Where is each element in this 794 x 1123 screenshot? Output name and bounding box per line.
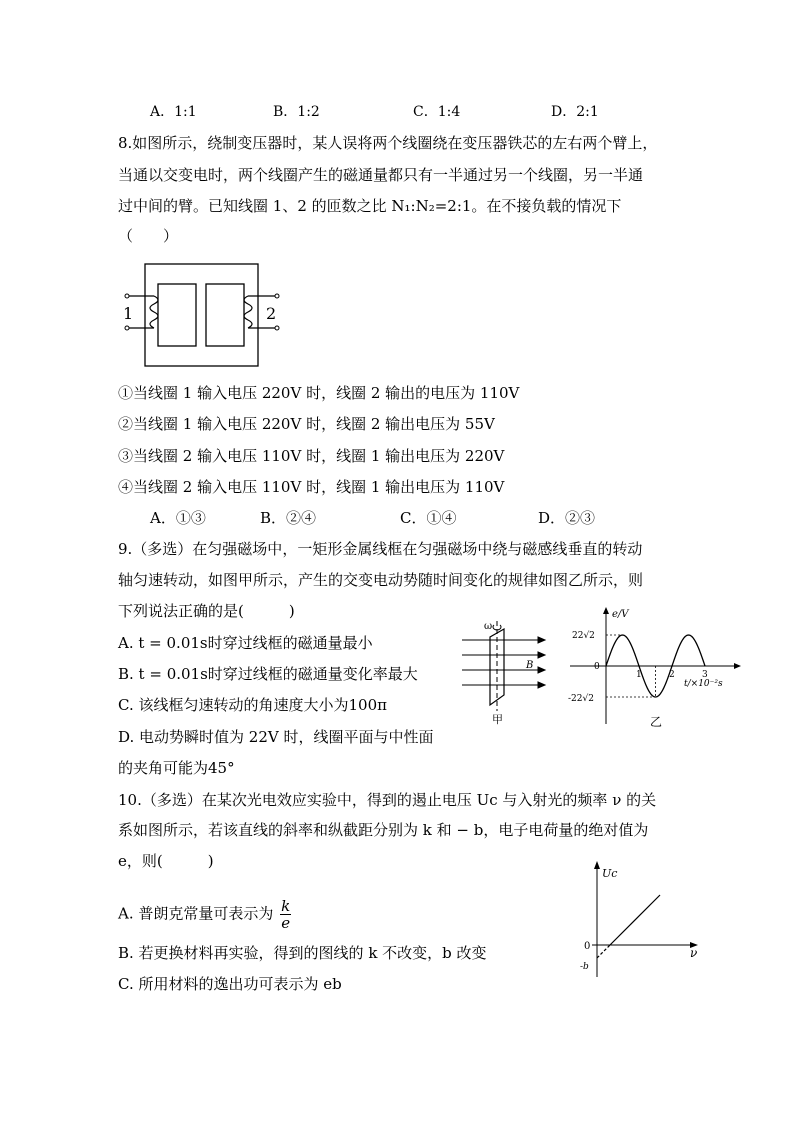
y-axis-arrow-icon [603,607,609,614]
q10-fraction-num: k [281,897,291,915]
q10-option-c: C. 所用材料的逸出功可表示为 eb [118,975,342,993]
q9-stem-line-2: 轴匀速转动，如图甲所示，产生的交变电动势随时间变化的规律如图乙所示，则 [118,571,644,589]
origin-label: 0 [584,941,591,952]
q8-stem-line-1: 8.如图所示，绕制变压器时，某人误将两个线圈绕在变压器铁芯的左右两个臂上， [118,134,658,152]
core-window-right [206,284,244,346]
fig-yi-caption: 乙 [650,715,663,729]
omega-label: ω [484,621,493,632]
q10-option-a [118,898,291,931]
q9-option-b: B. t = 0.01s时穿过线框的磁通量变化率最大 [118,665,418,683]
q8-stem-line-3: 过中间的臂。已知线圈 1、2 的匝数之比 N₁:N₂=2:1。在不接负载的情况下 [118,197,622,215]
q10-stopping-voltage-figure [572,857,712,985]
q9-option-d-cont: 的夹角可能为45° [118,759,235,777]
q10-option-a-text: A. 普朗克常量可表示为 [118,904,274,923]
q7-option-b: B．1:2 [273,104,320,120]
q7-option-c: C．1:4 [413,104,461,120]
x-axis-arrow-icon [734,663,741,669]
core-outer [145,264,258,366]
coil-2-label: 2 [266,304,277,323]
q9-option-d: D. 电动势瞬时值为 22V 时，线圈平面与中性面 [118,728,434,746]
fig-jia-caption: 甲 [492,713,503,726]
q8-option-a: A．①③ [150,509,206,527]
y-tick-label-bottom: -22√2 [568,694,594,704]
q10-option-b: B. 若更换材料再实验，得到的图线的 k 不改变，b 改变 [118,944,487,962]
uc-line [610,895,660,945]
q8-option-c: C．①④ [400,509,457,527]
q9-option-a: A. t = 0.01s时穿过线框的磁通量最小 [118,634,373,652]
y-axis-label: e/V [612,609,629,620]
q8-statement-4: ④当线圈 2 输入电压 110V 时，线圈 1 输出电压为 110V [118,478,505,496]
q8-stem-line-2: 当通以交变电时，两个线圈产生的磁通量都只有一半通过另一个线圈，另一半通 [118,166,644,184]
q8-option-b: B．②④ [260,509,317,527]
x-tick-label-1: 1 [636,670,642,680]
uc-axis-label: Uc [602,867,618,880]
q8-statement-1: ①当线圈 1 输入电压 220V 时，线圈 2 输出的电压为 110V [118,384,520,402]
intercept-label: -b [580,962,589,972]
q9-fig-yi-chart [566,606,746,730]
q7-option-a: A．1:1 [150,104,197,120]
q8-statement-3: ③当线圈 2 输入电压 110V 时，线圈 1 输出电压为 220V [118,447,505,465]
uc-axis-arrow-icon [594,861,600,869]
x-tick-label-3: 3 [702,670,708,680]
q9-fig-jia [458,615,558,727]
y-tick-label-zero: 0 [594,662,600,672]
q8-transformer-figure [118,258,298,370]
q8-option-d: D．②③ [538,509,596,527]
q10-stem-line-3: e，则( ) [118,852,214,870]
uc-line-extension [597,945,610,958]
nu-axis-label: ν [690,946,698,960]
coil-1-label: 1 [123,304,134,323]
q10-fraction [280,898,291,931]
q9-option-c: C. 该线框匀速转动的角速度大小为100π [118,696,387,714]
q10-stem-line-2: 系如图所示，若该直线的斜率和纵截距分别为 k 和 − b，电子电荷量的绝对值为 [118,821,649,839]
q8-statement-2: ②当线圈 1 输入电压 220V 时，线圈 2 输出电压为 55V [118,415,495,433]
x-axis-label: t/×10⁻²s [684,679,723,689]
q9-stem-line-1: 9.（多选）在匀强磁场中，一矩形金属线框在匀强磁场中绕与磁感线垂直的转动 [118,540,643,558]
field-b-label: B [526,660,534,671]
core-window-left [158,284,196,346]
q7-option-d: D．2:1 [551,104,599,120]
y-tick-label-top: 22√2 [572,631,595,641]
q10-stem-line-1: 10.（多选）在某次光电效应实验中，得到的遏止电压 Uc 与入射光的频率 ν 的关 [118,791,657,809]
q10-fraction-den: e [281,914,291,932]
q9-stem-line-3: 下列说法正确的是( ) [118,602,295,620]
q8-stem-line-4: （ ） [118,227,179,245]
x-tick-label-2: 2 [669,670,675,680]
